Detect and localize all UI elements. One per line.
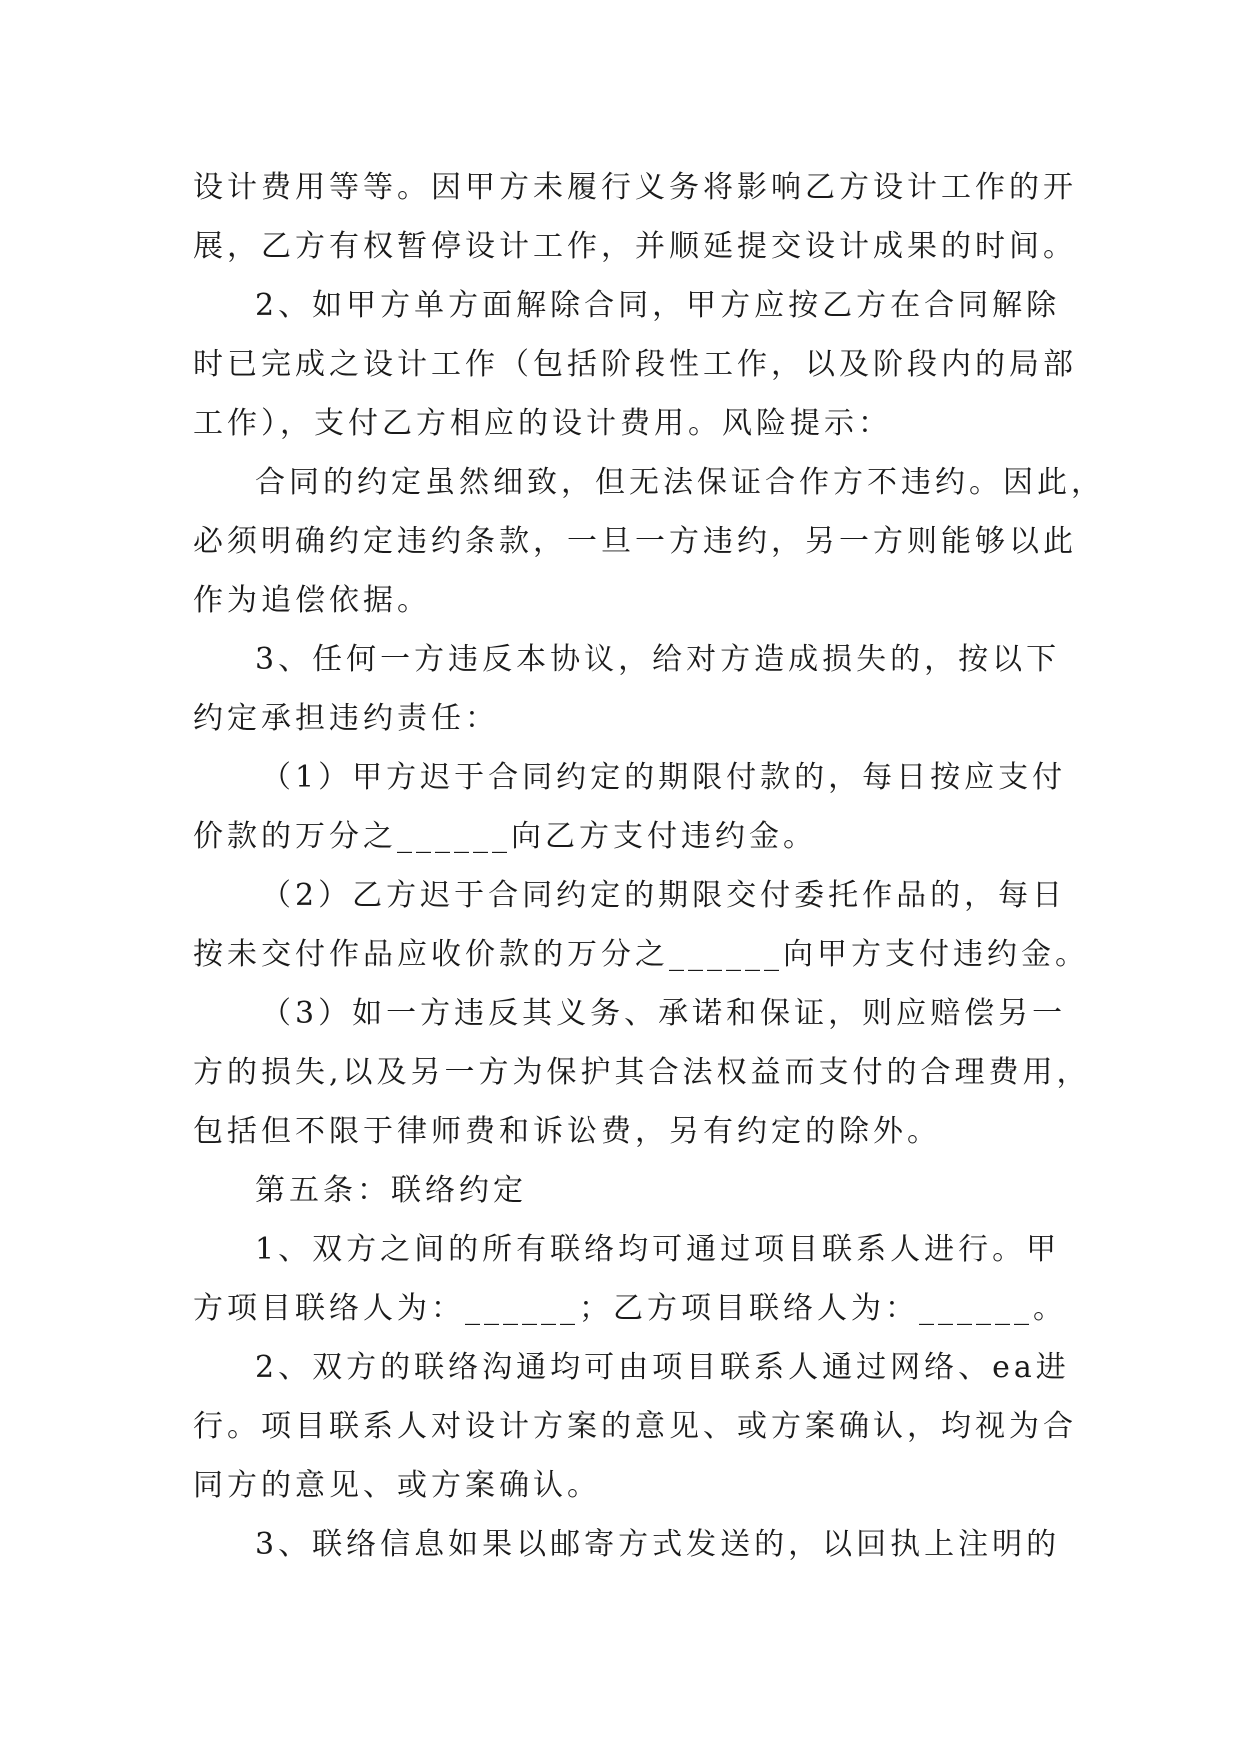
text-line: 2、如甲方单方面解除合同，甲方应按乙方在合同解除	[255, 288, 1061, 323]
text-line: 按未交付作品应收价款的万分之______向甲方支付违约金。	[193, 937, 1089, 972]
section-heading: 第五条：联络约定	[255, 1173, 527, 1208]
text-line: 方项目联络人为：______；乙方项目联络人为：______。	[193, 1291, 1067, 1326]
text-line: 工作），支付乙方相应的设计费用。风险提示：	[193, 406, 892, 441]
text-line: （3）如一方违反其义务、承诺和保证，则应赔偿另一	[261, 996, 1067, 1031]
text-line: 3、联络信息如果以邮寄方式发送的，以回执上注明的	[255, 1527, 1061, 1562]
text-line: 合同的约定虽然细致，但无法保证合作方不违约。因此，	[255, 465, 1105, 500]
text-line: 时已完成之设计工作（包括阶段性工作，以及阶段内的局部	[193, 347, 1077, 382]
text-line: 约定承担违约责任：	[193, 701, 499, 736]
text-line: 行。项目联系人对设计方案的意见、或方案确认，均视为合	[193, 1409, 1077, 1444]
text-line: （1）甲方迟于合同约定的期限付款的，每日按应支付	[261, 760, 1067, 795]
document-body	[193, 158, 1105, 1574]
text-line: 包括但不限于律师费和诉讼费，另有约定的除外。	[193, 1114, 941, 1149]
text-line: 设计费用等等。因甲方未履行义务将影响乙方设计工作的开	[193, 170, 1077, 205]
text-line: 3、任何一方违反本协议，给对方造成损失的，按以下	[255, 642, 1061, 677]
text-line: （2）乙方迟于合同约定的期限交付委托作品的，每日	[261, 878, 1067, 913]
text-line: 展，乙方有权暂停设计工作，并顺延提交设计成果的时间。	[193, 229, 1077, 264]
text-line: 1、双方之间的所有联络均可通过项目联系人进行。甲	[255, 1232, 1061, 1267]
text-line: 必须明确约定违约条款，一旦一方违约，另一方则能够以此	[193, 524, 1077, 559]
text-line: 价款的万分之______向乙方支付违约金。	[193, 819, 817, 854]
text-line: 方的损失,以及另一方为保护其合法权益而支付的合理费用，	[193, 1055, 1091, 1090]
text-line: 作为追偿依据。	[193, 583, 431, 618]
text-line: 2、双方的联络沟通均可由项目联系人通过网络、ea进	[255, 1350, 1070, 1385]
text-line: 同方的意见、或方案确认。	[193, 1468, 601, 1503]
